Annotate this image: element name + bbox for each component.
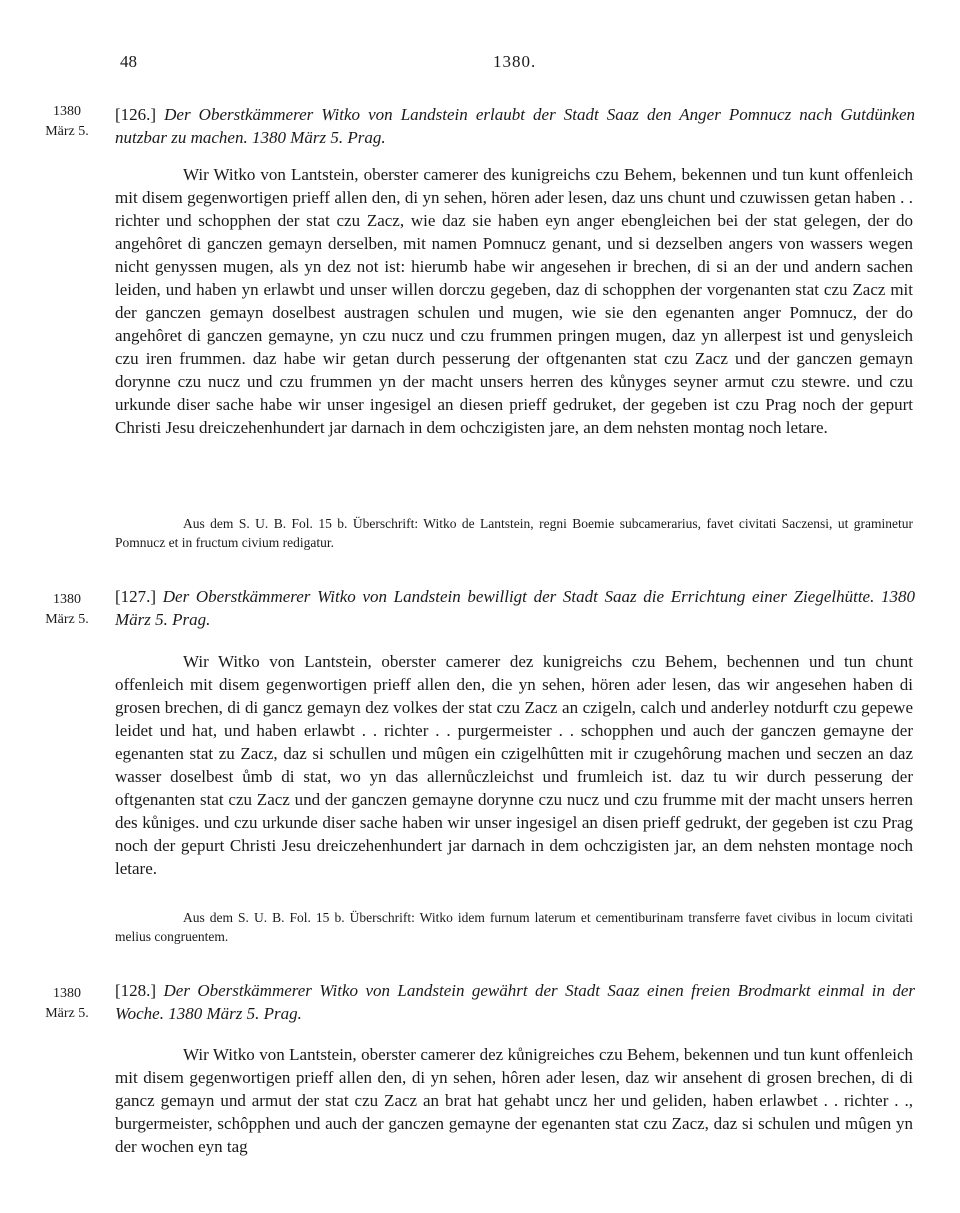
charter-title xyxy=(115,979,915,1025)
charter-number: [127.] xyxy=(115,587,157,606)
page-header xyxy=(0,52,960,76)
charter-text: Wir Witko von Lantstein, oberster camerer dez kunigreichs czu Behem, bechennen und tun chunt offenleich mit disem gegenwortigen prieff allen den, die yn sehen, hören ader lesen, das wir angesehen haben di grosen brechen, di di gancz gemayn dez volkes der stat czu Zacz an czigeln, calch und anderley notdurft czu gepewe leidet und hat, und haben erlawbt . . richter . . purgermeister . . schopphen und auch der ganczen gemayne der egenanten stat zu Zacz, daz si schullen und mûgen ein czigelhûtten mit ir czugehôrung machen und seczen an daz wasser doselbest ůmb di stat, wo yn das allernůczleichst und frumleich ist. daz tu wir durch pesserung der oftgenanten stat czu Zacz und der ganczen gemayne dorynne czu nucz und czu frumme mit der macht unsers herren des kůniges. und czu urkunde diser sache haben wir unser ingesigel an disen prieff gedrukt, der gegeben ist czu Prag noch der gepurt Christi Jesu dreiczehenhundert jar darnach in dem ochczigisten jar, an dem nehsten montage noch letare. xyxy=(115,652,913,878)
charter-text: Wir Witko von Lantstein, oberster camerer des kunigreichs czu Behem, bekennen und tun kunt offenleich mit disem gegenwortigen prieff allen den, di yn sehen, hören ader lesen, daz uns chunt und czuwissen getan haben . . richter und schopphen der stat czu Zacz, wie daz sie haben eyn anger ebengleichen bei der stat gelegen, der do angehôret di ganczen gemayn derselben, mit namen Pomnucz genant, und si dezselben angers von wassers wegen nicht genyssen mugen, als yn dez not ist: hierumb habe wir angesehen ir brechen, di si an der und andern sachen leiden, und haben yn erlawbt und unser willen dorczu gegeben, daz di schopphen der vorgenanten stat czu Zacz mit der ganczen gemayn doselbest austragen schulen und mugen, wie sie den egenanten anger Pomnucz, der do angehôret di ganczen gemayne, yn czu nucz und czu frummen pringen mugen, daz yn allerpest ist und genysleich czu iren frummen. daz habe wir getan durch pesserung der oftgenanten stat czu Zacz und der ganczen gemayn dorynne czu nucz und czu frummen yn der macht unsers herren des kůnyges seyner armut czu stewre. und czu urkunde diser sache habe wir unser ingesigel an diesen prieff gedruket, der gegeben ist czu Prag noch der gepurt Christi Jesu dreiczehenhundert jar darnach in dem ochczigisten jare, an dem nehsten montag noch letare. xyxy=(115,165,913,437)
margin-day: März 5. xyxy=(45,124,89,139)
charter-text: Wir Witko von Lantstein, oberster camerer dez kůnigreiches czu Behem, bekennen und tun kunt offenleich mit disem gegenwortigen prieff allen den, di yn sehen, hôren ader lesen, daz wir ansehent di grosen brechen, di di gancz gemayn und armut der stat czu Zacz an brat hat gehabt uncz her und geliden, haben erlawbet . . richter . ., burgermeister, schôpphen und auch der ganczen gemayne der egenanten stat czu Zacz, daz si schulen und mûgen yn der wochen eyn tag xyxy=(115,1045,913,1156)
margin-day: März 5. xyxy=(45,612,89,627)
charter-heading: Der Oberstkämmerer Witko von Landstein gewährt der Stadt Saaz einen freien Brodmarkt einmal in der Woche. 1380 März 5. Prag. xyxy=(115,981,916,1023)
charter-title xyxy=(115,103,915,149)
page-number: 48 xyxy=(120,52,137,71)
margin-date xyxy=(34,590,100,630)
margin-date xyxy=(34,984,100,1024)
charter-title xyxy=(115,585,915,631)
charter-number: [128.] xyxy=(115,981,157,1000)
charter-heading: Der Oberstkämmerer Witko von Landstein erlaubt der Stadt Saaz den Anger Pomnucz nach Gutdünken nutzbar zu machen. 1380 März 5. Prag. xyxy=(115,105,915,147)
charter-heading: Der Oberstkämmerer Witko von Landstein bewilligt der Stadt Saaz die Errichtung einer Ziegelhütte. 1380 März 5. Prag. xyxy=(115,587,916,629)
margin-year: 1380 xyxy=(53,986,81,1001)
charter-number: [126.] xyxy=(115,105,157,124)
running-head: 1380. xyxy=(493,52,537,71)
margin-date xyxy=(34,102,100,142)
margin-day: März 5. xyxy=(45,1006,89,1021)
source-note: Aus dem S. U. B. Fol. 15 b. Überschrift: Witko de Lantstein, regni Boemie subcamerarius, favet civitati Saczensi, ut graminetur Pomnucz et in fructum civium redigatur. xyxy=(115,516,913,550)
margin-year: 1380 xyxy=(53,592,81,607)
source-note: Aus dem S. U. B. Fol. 15 b. Überschrift: Witko idem furnum laterum et cementiburinam transferre favet civibus in locum civitati melius congruentem. xyxy=(115,910,913,944)
margin-year: 1380 xyxy=(53,104,81,119)
